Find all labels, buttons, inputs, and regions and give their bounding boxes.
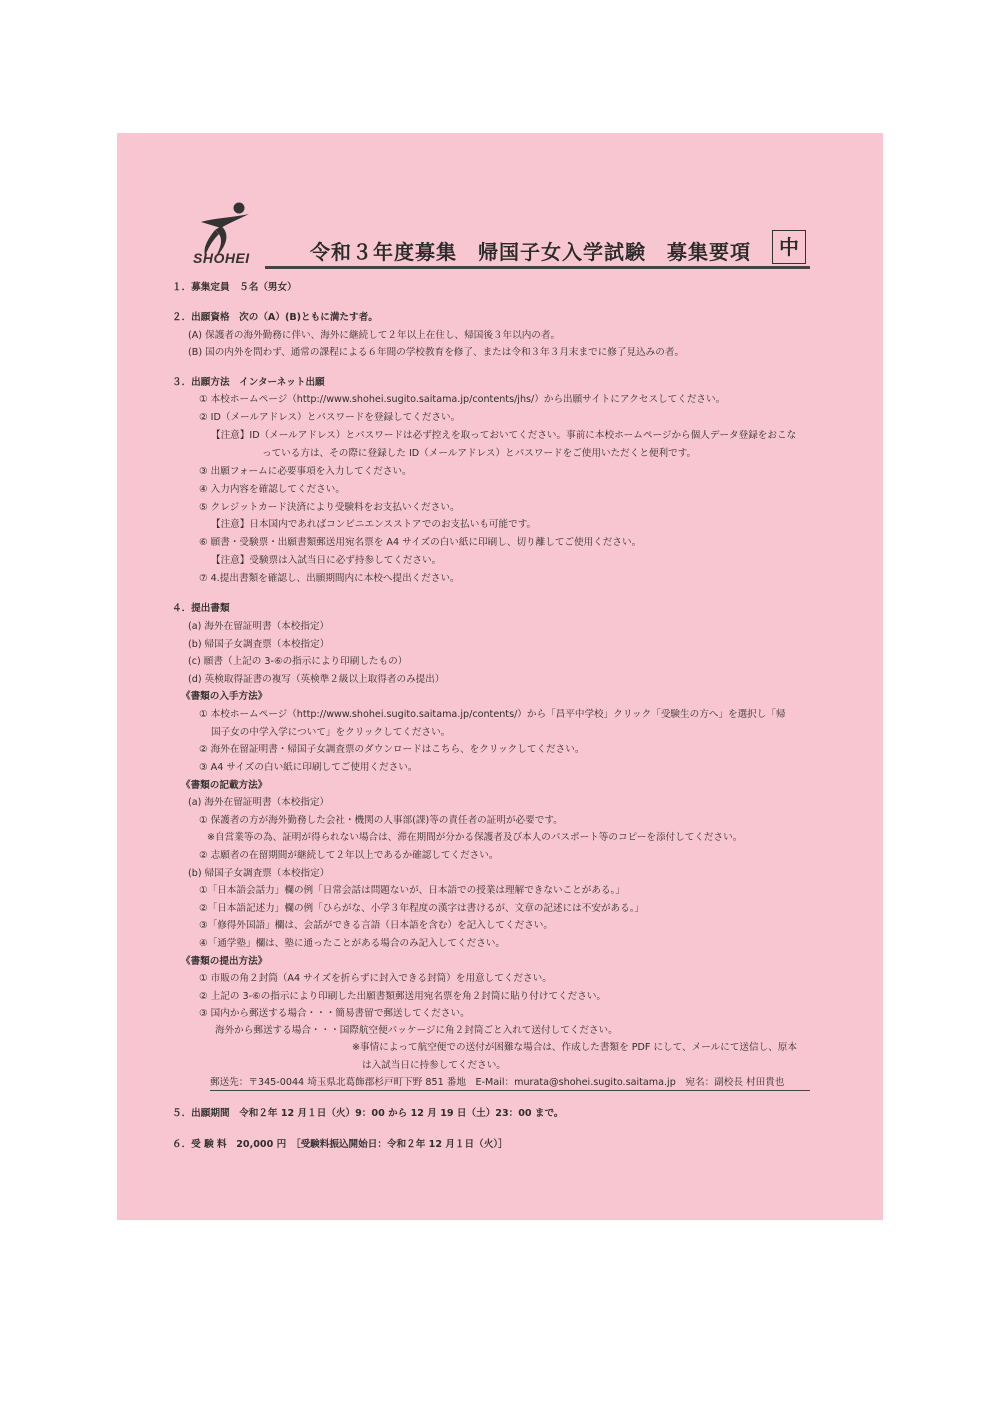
submit-note-b: は入試当日に持参してください。 (362, 1060, 506, 1071)
obtain-step-3: ③ A4 サイズの白い紙に印刷してご使用ください。 (199, 762, 418, 773)
method-note-1b: っている方は、その際に登録した ID（メールアドレス）とパスワードをご使用いただくと便利です。 (262, 448, 697, 459)
document-a: (a) 海外在留証明書（本校指定） (188, 621, 330, 632)
method-step-4: ④ 入力内容を確認してください。 (199, 484, 345, 495)
section-5-period: ５．出願期間 令和２年 12 月１日（火）9：00 から 12 月 19 日（土）23：00 まで。 (172, 1108, 564, 1119)
method-step-1: ① 本校ホームページ（http://www.shohei.sugito.saitama.jp/contents/jhs/）から出願サイトにアクセスしてください。 (199, 394, 726, 405)
obtain-step-1a: ① 本校ホームページ（http://www.shohei.sugito.saitama.jp/contents/）から「昌平中学校」クリック「受験生の方へ」を選択し「帰 (199, 709, 786, 720)
fill-residence-step-2: ② 志願者の在留期間が継続して２年以上であるか確認してください。 (199, 850, 499, 861)
submit-note-a: ※事情によって航空便での送付が困難な場合は、作成した書類を PDF にして、メールにて送信し、原本 (352, 1042, 797, 1053)
submit-step-1: ① 市販の角２封筒（A4 サイズを折らずに封入できる封筒）を用意してください。 (199, 973, 552, 984)
section-2-eligibility: ２．出願資格 次の（A）(B)ともに満たす者。 (172, 312, 378, 323)
mailing-address: 郵送先：〒345-0044 埼玉県北葛飾郡杉戸町下野 851 番地 E-Mail：murata@shohei.sugito.saitama.jp 宛名：副校長 村田貴也 (210, 1077, 785, 1088)
how-to-obtain-heading: 《書類の入手方法》 (181, 691, 268, 702)
how-to-submit-heading: 《書類の提出方法》 (181, 956, 268, 967)
section-1-capacity: １．募集定員 ５名（男女） (172, 282, 297, 293)
eligibility-b: (B) 国の内外を問わず、通常の課程による６年間の学校教育を修了、または令和３年３月末までに修了見込みの者。 (188, 347, 685, 358)
obtain-step-2: ② 海外在留証明書・帰国子女調査票のダウンロードはこちら、をクリックしてください。 (199, 744, 585, 755)
fill-survey-item-3: ③「修得外国語」欄は、会話ができる言語（日本語を含む）を記入してください。 (199, 920, 553, 931)
method-step-3: ③ 出願フォームに必要事項を入力してください。 (199, 466, 412, 477)
method-note-3: 【注意】受験票は入試当日に必ず持参してください。 (211, 555, 442, 566)
method-note-2: 【注意】日本国内であればコンビニエンスストアでのお支払いも可能です。 (211, 519, 537, 530)
fill-survey-item-2: ②「日本語記述力」欄の例「ひらがな、小学３年程度の漢字は書けるが、文章の記述には不安がある。」 (199, 903, 645, 914)
fill-returnee-survey: (b) 帰国子女調査票（本校指定） (188, 868, 330, 879)
page-title: 令和３年度募集 帰国子女入学試験 募集要項 (310, 240, 751, 264)
fill-survey-item-1: ①「日本語会話力」欄の例「日常会話は問題ないが、日本語での授業は理解できないことがある。」 (199, 885, 625, 896)
document-c: (c) 願書（上記の 3-⑥の指示により印刷したもの） (188, 656, 408, 667)
submit-step-2: ② 上記の 3-⑥の指示により印刷した出願書類郵送用宛名票を角２封筒に貼り付けてください。 (199, 991, 607, 1002)
level-badge: 中 (772, 230, 806, 264)
fill-residence-note: ※自営業等の為、証明が得られない場合は、滞在期間が分かる保護者及び本人のパスポート等のコピーを添付してください。 (207, 832, 743, 843)
logo-text: SHOHEI (193, 250, 250, 266)
fill-residence-certificate: (a) 海外在留証明書（本校指定） (188, 797, 330, 808)
title-underline (265, 266, 810, 269)
method-step-5: ⑤ クレジットカード決済により受験料をお支払いください。 (199, 502, 460, 513)
section-6-fee: ６．受 験 料 20,000 円 ［受験料振込開始日：令和２年 12 月１日（火）］ (172, 1139, 508, 1150)
submit-step-3-overseas: 海外から郵送する場合・・・国際航空便パッケージに角２封筒ごと入れて送付してください。 (215, 1025, 618, 1036)
section-4-documents: ４．提出書類 (172, 603, 230, 614)
address-underline (210, 1090, 810, 1091)
obtain-step-1b: 国子女の中学入学について」をクリックしてください。 (211, 727, 451, 738)
submit-step-3-domestic: ③ 国内から郵送する場合・・・簡易書留で郵送してください。 (199, 1008, 470, 1019)
method-step-7: ⑦ 4.提出書類を確認し、出願期間内に本校へ提出ください。 (199, 573, 460, 584)
section-3-method: ３．出願方法 インターネット出願 (172, 377, 325, 388)
how-to-fill-heading: 《書類の記載方法》 (181, 780, 268, 791)
method-step-2: ② ID（メールアドレス）とパスワードを登録してください。 (199, 412, 461, 423)
document-d: (d) 英検取得証書の複写（英検準２級以上取得者のみ提出） (188, 674, 445, 685)
method-note-1a: 【注意】ID（メールアドレス）とパスワードは必ず控えを取っておいてください。事前に本校ホームページから個人データ登録をおこな (211, 430, 797, 441)
fill-residence-step-1: ① 保護者の方が海外勤務した会社・機関の人事部(課)等の責任者の証明が必要です。 (199, 815, 563, 826)
document-b: (b) 帰国子女調査票（本校指定） (188, 639, 330, 650)
eligibility-a: (A) 保護者の海外勤務に伴い、海外に継続して２年以上在住し、帰国後３年以内の者。 (188, 330, 561, 341)
method-step-6: ⑥ 願書・受験票・出願書類郵送用宛名票を A4 サイズの白い紙に印刷し、切り離してご使用ください。 (199, 537, 642, 548)
fill-survey-item-4: ④「通学塾」欄は、塾に通ったことがある場合のみ記入してください。 (199, 938, 506, 949)
